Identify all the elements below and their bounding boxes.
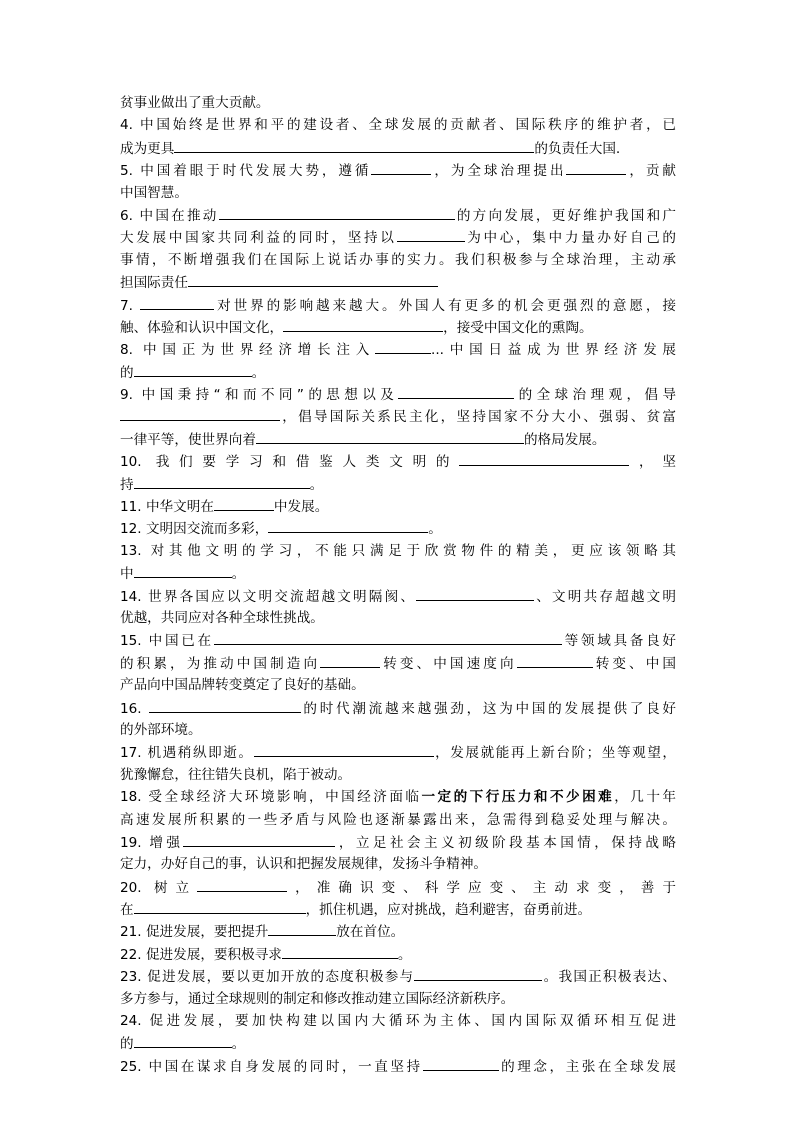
text-segment: 定力，办好自己的事，认识和把握发展规律，发扬斗争精神。 (120, 856, 488, 873)
fill-in-blank (566, 159, 626, 175)
text-segment: 13. 对其他文明的学习，不能只满足于欣赏物件的精美，更应该领略其 (120, 542, 676, 559)
fill-in-blank (282, 943, 398, 959)
text-line (120, 607, 676, 629)
text-line (120, 405, 676, 427)
text-segment: 成为更具 (120, 140, 175, 157)
text-line (120, 786, 676, 808)
text-segment: 18. 受全球经济大环境影响，中国经济面临 (120, 789, 422, 806)
text-segment: 的方向发展，更好维护我国和广 (454, 207, 677, 224)
emphasized-text: 一定的下行压力和不少困难 (421, 789, 615, 806)
text-line (120, 719, 676, 741)
fill-in-blank (214, 495, 274, 511)
text-line (120, 540, 676, 562)
text-line (120, 831, 676, 853)
text-segment: 在 (120, 902, 134, 919)
text-segment: 7. (120, 297, 141, 314)
text-segment: 中 (120, 566, 134, 583)
text-segment: 贫事业做出了重大贡献。 (120, 95, 270, 111)
fill-in-blank (517, 652, 593, 668)
text-line (120, 809, 676, 831)
text-line (120, 473, 676, 495)
text-line (120, 853, 676, 875)
fill-in-blank (459, 450, 629, 466)
text-segment: ，发展就能再上新台阶；坐等观望， (433, 745, 676, 762)
text-segment: 高速发展所积累的一些矛盾与风险也逐渐暴露出来，急需得到稳妥处理与解决。 (120, 811, 676, 828)
text-segment: 。我国正积极表达、 (542, 969, 676, 986)
text-segment: 转变、中国速度向 (380, 655, 517, 672)
text-line (120, 652, 676, 674)
text-line (120, 428, 676, 450)
text-segment: 5. 中国着眼于时代发展大势，遵循 (120, 163, 372, 180)
text-segment: 担国际责任 (120, 275, 188, 292)
text-segment: 。 (309, 476, 324, 493)
fill-in-blank (397, 226, 465, 242)
text-line (120, 361, 676, 383)
fill-in-blank (120, 405, 280, 421)
text-segment: ，贡献 (626, 163, 677, 180)
text-segment: 10. 我们要学习和借鉴人类文明的 (120, 454, 460, 471)
fill-in-blank (197, 876, 287, 892)
text-segment: ，为全球治理提出 (431, 163, 567, 180)
fill-in-blank (174, 137, 534, 153)
text-line (120, 249, 676, 271)
text-line (120, 204, 676, 226)
text-segment: 。 (231, 566, 246, 583)
text-segment: 持 (120, 476, 134, 493)
text-segment: 犹豫懈怠，往往错失良机，陷于被动。 (120, 766, 352, 783)
fill-in-blank (320, 652, 380, 668)
text-segment: 转变、中国 (592, 655, 677, 672)
text-line (120, 226, 676, 248)
text-line (120, 674, 676, 696)
text-segment: 9. 中国秉持“和而不同”的思想以及 (120, 387, 399, 404)
fill-in-blank (134, 473, 310, 489)
fill-in-blank (219, 204, 455, 220)
text-line (120, 92, 676, 114)
text-line (120, 271, 676, 293)
fill-in-blank (283, 316, 443, 332)
text-segment: 等领域具备良好 (561, 633, 676, 650)
text-segment: 20. 树立 (120, 879, 198, 896)
text-segment: 一律平等，使世界向着 (120, 431, 256, 448)
fill-in-blank (371, 159, 431, 175)
text-line (120, 988, 676, 1010)
text-line (120, 876, 676, 898)
text-line (120, 562, 676, 584)
fill-in-blank (268, 517, 428, 533)
fill-in-blank (414, 965, 542, 981)
text-segment: 。 (251, 364, 266, 381)
text-segment: 的积累，为推动中国制造向 (120, 655, 321, 672)
text-segment: 17. 机遇稍纵即逝。 (120, 745, 254, 762)
text-segment: 14. 世界各国应以文明交流超越文明隔阂、 (120, 588, 417, 605)
text-segment: ，坚 (629, 454, 676, 471)
text-line (120, 629, 676, 651)
text-line (120, 517, 676, 539)
fill-in-blank (134, 1032, 232, 1048)
fill-in-blank (183, 831, 335, 847)
text-segment: 15. 中国已在 (120, 633, 214, 650)
text-segment: ，接受中国文化的熏陶。 (443, 319, 593, 336)
fill-in-blank (214, 629, 562, 645)
fill-in-blank (140, 294, 214, 310)
text-line (120, 965, 676, 987)
text-line (120, 495, 676, 517)
text-segment: 的理念，主张在全球发展 (498, 1058, 676, 1075)
text-segment: 的外部环境。 (120, 721, 202, 738)
text-segment: 产品向中国品牌转变奠定了良好的基础。 (120, 677, 365, 694)
text-segment: 对世界的影响越来越大。外国人有更多的机会更强烈的意愿，接 (214, 297, 677, 314)
text-segment: 8. 中国正为世界经济增长注入 (120, 342, 376, 359)
text-segment: ...中国日益成为世界经济发展 (431, 342, 676, 359)
text-segment: 16. (120, 700, 149, 717)
text-line (120, 1010, 676, 1032)
text-line (120, 182, 676, 204)
fill-in-blank (134, 562, 232, 578)
text-segment: 25. 中国在谋求自身发展的同时，一直坚持 (120, 1058, 423, 1075)
text-segment: 19. 增强 (120, 834, 184, 851)
text-segment: 21. 促进发展，要把提升 (120, 924, 269, 941)
text-segment: 。 (428, 521, 442, 538)
text-segment: ，几十年 (614, 789, 676, 806)
text-segment: ，立足社会主义初级阶段基本国情，保持战略 (335, 834, 676, 851)
text-segment: 11. 中华文明在 (120, 499, 214, 516)
text-line (120, 383, 676, 405)
text-segment: 22. 促进发展，要积极寻求 (120, 946, 282, 963)
text-line (120, 137, 676, 159)
text-line (120, 764, 676, 786)
text-segment: 23. 促进发展，要以更加开放的态度积极参与 (120, 969, 415, 986)
text-line (120, 159, 676, 181)
text-segment: 24. 促进发展，要加快构建以国内大循环为主体、国内国际双循环相互促进 (120, 1013, 676, 1030)
text-segment: 12. 文明因交流而多彩， (120, 521, 269, 538)
text-line (120, 697, 676, 719)
text-segment: 优越，共同应对各种全球性挑战。 (120, 609, 324, 626)
fill-in-blank (423, 1055, 499, 1071)
text-line (120, 316, 676, 338)
text-segment: 6. 中国在推动 (120, 207, 219, 224)
fill-in-blank (375, 338, 431, 354)
text-segment: 的 (120, 1036, 134, 1053)
text-segment: 中发展。 (273, 499, 329, 516)
text-segment: 放在首位。 (336, 924, 405, 941)
text-segment: 触、体验和认识中国文化， (120, 319, 284, 336)
text-segment: 为中心，集中力量办好自己的 (464, 230, 677, 247)
fill-in-blank (416, 585, 534, 601)
text-line (120, 338, 676, 360)
fill-in-blank (256, 428, 524, 444)
fill-in-blank (134, 361, 252, 377)
text-segment: 的 (120, 364, 134, 381)
text-line (120, 294, 676, 316)
text-segment: 4. 中国始终是世界和平的建设者、全球发展的贡献者、国际秩序的维护者，已 (120, 117, 676, 134)
text-line (120, 1055, 676, 1077)
fill-in-blank (254, 741, 434, 757)
text-segment: 的全球治理观，倡导 (514, 387, 677, 404)
text-segment: 。 (231, 1036, 246, 1053)
document-body (120, 92, 676, 1077)
text-line (120, 898, 676, 920)
text-segment: ，倡导国际关系民主化，坚持国家不分大小、强弱、贫富 (280, 409, 676, 426)
fill-in-blank (398, 383, 514, 399)
text-line (120, 920, 676, 942)
text-segment: 、文明共存超越文明 (534, 588, 676, 605)
text-line (120, 741, 676, 763)
fill-in-blank (268, 920, 336, 936)
text-line (120, 585, 676, 607)
text-segment: 的时代潮流越来越强劲，这为中国的发展提供了良好 (300, 700, 676, 717)
text-segment: 的负责任大国. (534, 140, 621, 157)
text-segment: 大发展中国家共同利益的同时，坚持以 (120, 230, 397, 247)
text-line (120, 114, 676, 136)
fill-in-blank (149, 697, 301, 713)
text-segment: ，准确识变、科学应变、主动求变，善于 (287, 879, 676, 896)
text-segment: 。 (397, 946, 412, 963)
text-segment: 中国智慧。 (120, 184, 188, 201)
text-segment: 事情，不断增强我们在国际上说话办事的实力。我们积极参与全球治理，主动承 (120, 251, 676, 268)
text-segment: ，抓住机遇，应对挑战，趋利避害，奋勇前进。 (305, 902, 592, 919)
text-line (120, 450, 676, 472)
fill-in-blank (134, 898, 306, 914)
text-segment: 的格局发展。 (523, 431, 606, 448)
text-line (120, 943, 676, 965)
fill-in-blank (188, 271, 438, 287)
text-segment: 多方参与，通过全球规则的制定和修改推动建立国际经济新秩序。 (120, 990, 515, 1007)
text-line (120, 1032, 676, 1054)
